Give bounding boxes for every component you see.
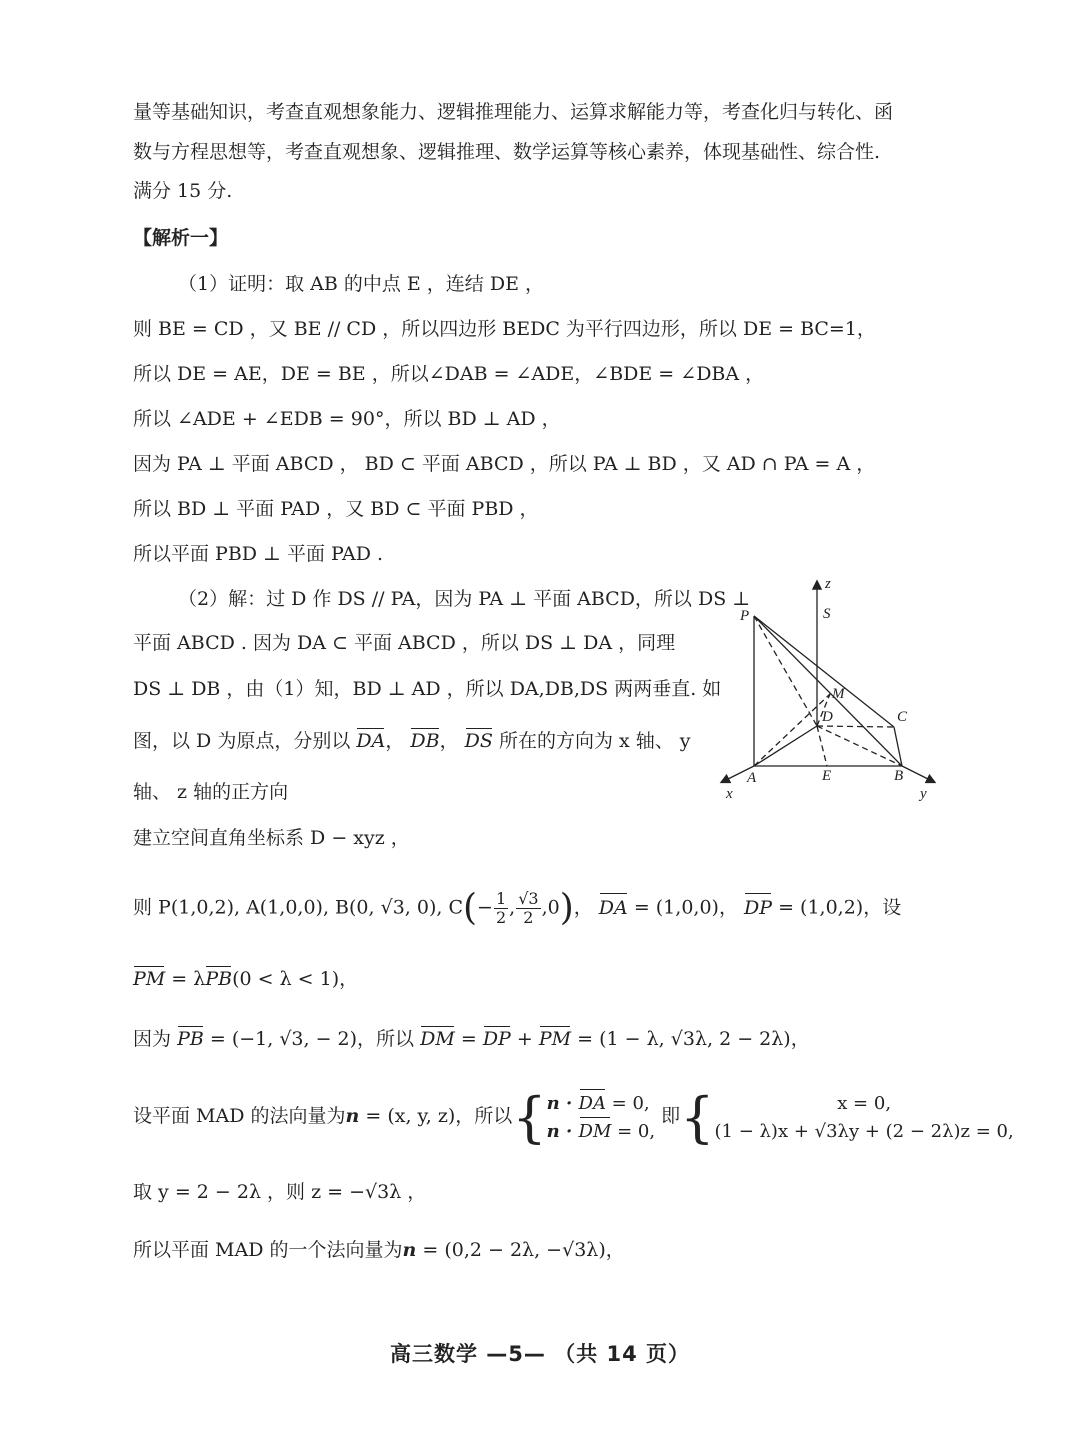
system-2-equations (715, 1090, 1014, 1146)
label-S: S (823, 606, 831, 622)
edge-DC (817, 726, 894, 727)
take-y-line: 取 y = 2 − 2λ ，则 z = −√3λ ， (133, 1181, 427, 1203)
comma-2: ， (439, 730, 459, 752)
system-2-eq-1: x = 0, (837, 1092, 892, 1114)
frac-denominator: 2 (523, 908, 534, 927)
pm-equals: = λ (171, 968, 206, 990)
edge-AD (754, 726, 817, 766)
pm-line (133, 967, 358, 991)
label-D: D (822, 709, 833, 725)
final-prefix: 所以平面 MAD 的一个法向量为 (133, 1239, 403, 1261)
ji-label: 即 (661, 1105, 681, 1127)
system-1-equations (547, 1090, 655, 1146)
normal-def: = (x, y, z)，所以 (365, 1105, 513, 1127)
value-DA: = (1,0,0)， (633, 896, 738, 919)
fraction-sqrt3-half (516, 890, 540, 927)
y-axis (902, 766, 934, 782)
minus-sign: − (477, 896, 493, 919)
pyramid-coordinate-figure (712, 572, 947, 804)
frac-denominator: 2 (495, 908, 507, 927)
system-2-eq-2: (1 − λ)x + √3λy + (2 − 2λ)z = 0, (714, 1120, 1014, 1142)
vector-DA-2: DA (599, 894, 628, 922)
page-footer: 高三数学 —5— （共 14 页） (389, 1342, 691, 1366)
label-B: B (894, 768, 904, 784)
normal-prefix: 设平面 MAD 的法向量为 (133, 1105, 346, 1127)
eq-zero: = 0, (605, 1092, 650, 1114)
segment-DE (817, 726, 827, 766)
part1-line-1: （1）证明：取 AB 的中点 E ，连结 DE ， (178, 273, 544, 295)
part1-line-6: 所以 BD ⊥ 平面 PAD ，又 BD ⊂ 平面 PBD ， (133, 498, 539, 520)
normal-line (133, 1085, 1014, 1149)
vector-DP: DP (744, 894, 772, 922)
label-A: A (747, 770, 757, 786)
dm-value: = (1 − λ, √3λ, 2 − 2λ)， (577, 1028, 810, 1050)
comma-1: ， (385, 730, 405, 752)
vector-PM: PM (133, 968, 166, 990)
left-brace: { (512, 1085, 547, 1149)
section-title: 【解析一】 (133, 227, 229, 249)
axis-intro-text: 图，以 D 为原点，分别以 (133, 730, 351, 752)
label-x: x (726, 786, 733, 802)
label-P: P (740, 608, 750, 624)
vector-DB: DB (410, 730, 440, 752)
fraction-half (494, 890, 508, 927)
label-E: E (822, 768, 832, 784)
part2-line-2: 平面 ABCD . 因为 DA ⊂ 平面 ABCD ，所以 DS ⊥ DA ，同理 (133, 632, 676, 654)
dm-plus: + (516, 1028, 533, 1050)
vector-DM: DM (420, 1028, 455, 1050)
coordinates-line: 则 P(1,0,2), A(1,0,0), B(0, √3, 0), C(− $\frac{1}{2}$ , $\frac{√3}{2}$ ,0)， DA = (1,0,0)， DP = (1,0,2)，设 (133, 887, 902, 929)
value-DP: = (1,0,2)，设 (778, 896, 902, 919)
edge-BC (894, 727, 902, 766)
axis-direction-text: 所在的方向为 x 轴、 y (498, 730, 691, 752)
vector-DM-2: DM (579, 1118, 612, 1146)
intro-line-1: 量等基础知识，考查直观想象能力、逻辑推理能力、运算求解能力等，考查化归与转化、函 (133, 101, 894, 123)
dot-n: n · (546, 1120, 579, 1142)
part2-line-1: （2）解：过 D 作 DS // PA，因为 PA ⊥ 平面 ABCD，所以 DS ⊥ (178, 588, 751, 610)
pb-value: = (−1, √3, − 2)，所以 (209, 1028, 415, 1050)
system-1-eq-1 (547, 1093, 650, 1114)
vector-DA-3: DA (579, 1090, 606, 1118)
pb-line (133, 1027, 810, 1051)
part2-line-5: 轴、 z 轴的正方向 (133, 781, 289, 803)
coords-text: 则 P(1,0,2), A(1,0,0), B(0, √3, 0), C (133, 896, 463, 919)
label-M: M (832, 686, 845, 702)
paren-open: ( (462, 887, 478, 929)
edge-PB (754, 616, 902, 766)
intro-line-3: 满分 15 分. (133, 180, 233, 202)
frac-numerator: 1 (495, 889, 507, 908)
left-brace: { (680, 1085, 715, 1149)
coords-tail: ,0 (541, 896, 560, 919)
dm-equals: = (460, 1028, 477, 1050)
label-C: C (897, 709, 908, 725)
system-1-eq-2 (547, 1121, 655, 1142)
vector-DS: DS (464, 730, 493, 752)
vector-PB: PB (205, 968, 233, 990)
system-1 (512, 1085, 656, 1149)
vector-PB-2: PB (177, 1028, 204, 1050)
frac-numerator: √3 (518, 889, 539, 908)
dot-n: n · (546, 1092, 579, 1114)
eq-zero: = 0, (611, 1120, 656, 1142)
part2-line-4 (133, 729, 691, 753)
part1-line-2: 则 BE = CD ，又 BE // CD ，所以四边形 BEDC 为平行四边形，所以 DE = BC=1， (133, 318, 876, 340)
vector-DP-2: DP (482, 1028, 511, 1050)
intro-line-2: 数与方程思想等，考查直观想象、逻辑推理、数学运算等核心素养，体现基础性、综合性. (133, 141, 881, 163)
label-z: z (825, 576, 831, 592)
final-normal-line (133, 1238, 625, 1262)
part2-line-3: DS ⊥ DB ，由（1）知，BD ⊥ AD ，所以 DA,DB,DS 两两垂直. 如 (133, 678, 722, 700)
vector-PM-2: PM (538, 1028, 572, 1050)
part1-line-7: 所以平面 PBD ⊥ 平面 PAD . (133, 543, 384, 565)
part1-line-4: 所以 ∠ADE + ∠EDB = 90°，所以 BD ⊥ AD ， (133, 408, 561, 430)
paren-close: ) (559, 887, 574, 929)
system-2 (680, 1085, 1014, 1149)
label-y: y (920, 786, 927, 802)
pb-prefix: 因为 (133, 1028, 172, 1050)
part1-line-5: 因为 PA ⊥ 平面 ABCD ， BD ⊂ 平面 ABCD ，所以 PA ⊥ BD ，又 AD ∩ PA = A ， (133, 453, 876, 475)
part2-line-6: 建立空间直角坐标系 D − xyz ， (133, 827, 410, 849)
final-n: n (402, 1239, 417, 1261)
final-value: = (0,2 − 2λ, −√3λ)， (422, 1239, 625, 1261)
vector-DA: DA (356, 730, 386, 752)
normal-n: n (345, 1105, 360, 1127)
pm-condition: (0 < λ < 1)， (232, 968, 359, 990)
part1-line-3: 所以 DE = AE，DE = BE ，所以∠DAB = ∠ADE，∠BDE = ∠DBA ， (133, 363, 765, 385)
segment-DB (817, 726, 902, 766)
